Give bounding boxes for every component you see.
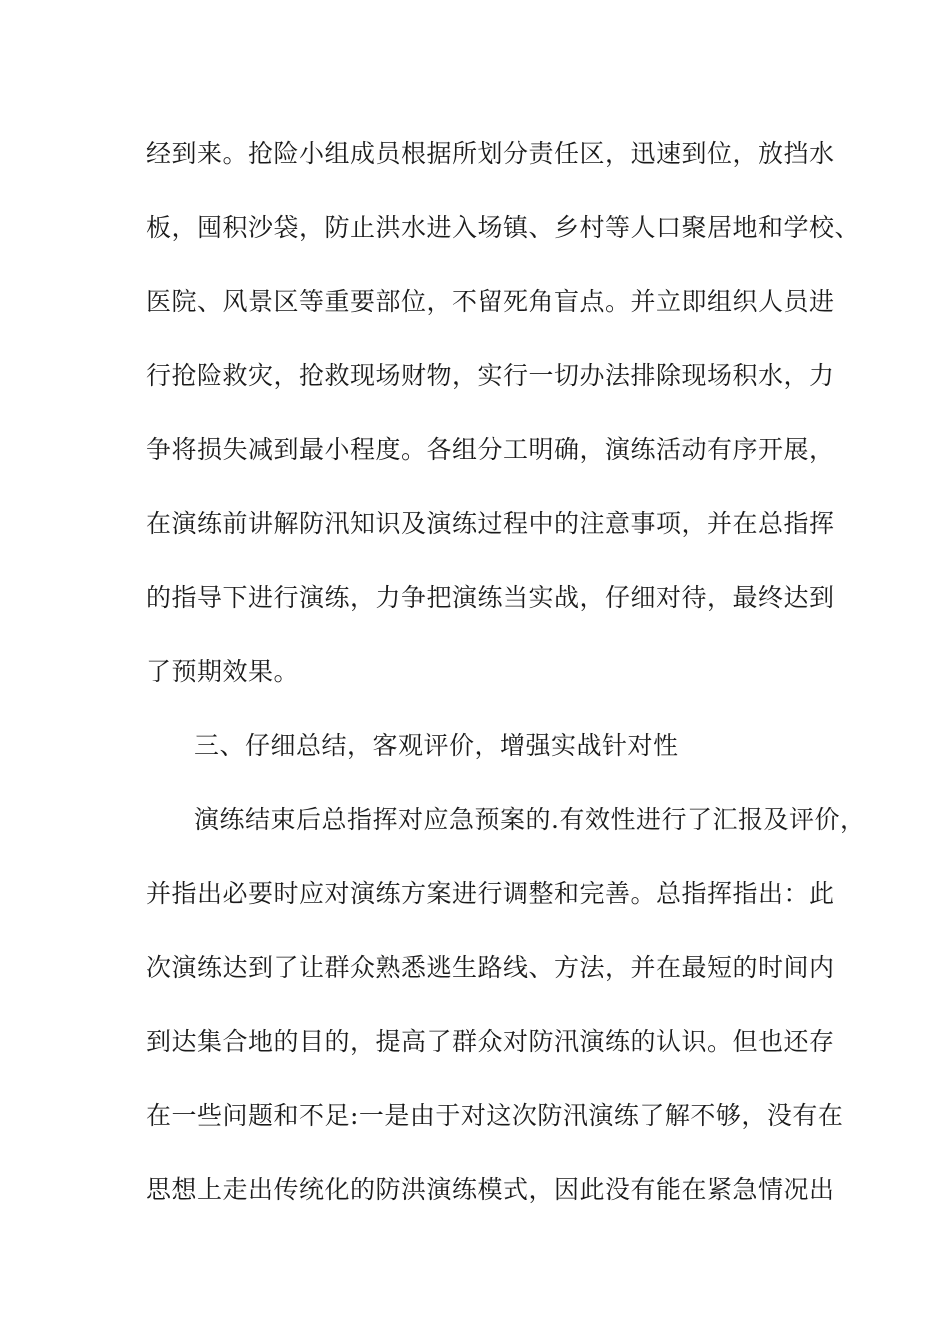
paragraph-line: 了预期效果。 [146, 657, 300, 686]
paragraph-line: 思想上走出传统化的防洪演练模式，因此没有能在紧急情况出 [146, 1175, 835, 1204]
paragraph-line: 争将损失减到最小程度。各组分工明确，演练活动有序开展， [146, 435, 835, 464]
paragraph-line: 行抢险救灾，抢救现场财物，实行一切办法排除现场积水，力 [146, 361, 835, 390]
paragraph-line: 到达集合地的目的，提高了群众对防汛演练的认识。但也还存 [146, 1027, 835, 1056]
paragraph-line: 在演练前讲解防汛知识及演练过程中的注意事项，并在总指挥 [146, 509, 835, 538]
paragraph-line: 在一些问题和不足:一是由于对这次防汛演练了解不够，没有在 [146, 1101, 844, 1130]
paragraph-line: 的指导下进行演练，力争把演练当实战，仔细对待，最终达到 [146, 583, 835, 612]
paragraph-line: 板，囤积沙袋，防止洪水进入场镇、乡村等人口聚居地和学校、 [146, 213, 861, 242]
paragraph-line: 次演练达到了让群众熟悉逃生路线、方法，并在最短的时间内 [146, 953, 835, 982]
paragraph-line: 演练结束后总指挥对应急预案的.有效性进行了汇报及评价， [194, 805, 866, 834]
section-heading: 三、仔细总结，客观评价，增强实战针对性 [194, 731, 679, 760]
paragraph-line: 并指出必要时应对演练方案进行调整和完善。总指挥指出：此 [146, 879, 835, 908]
paragraph-line: 医院、风景区等重要部位，不留死角盲点。并立即组织人员进 [146, 287, 835, 316]
paragraph-line: 经到来。抢险小组成员根据所划分责任区，迅速到位，放挡水 [146, 139, 835, 168]
